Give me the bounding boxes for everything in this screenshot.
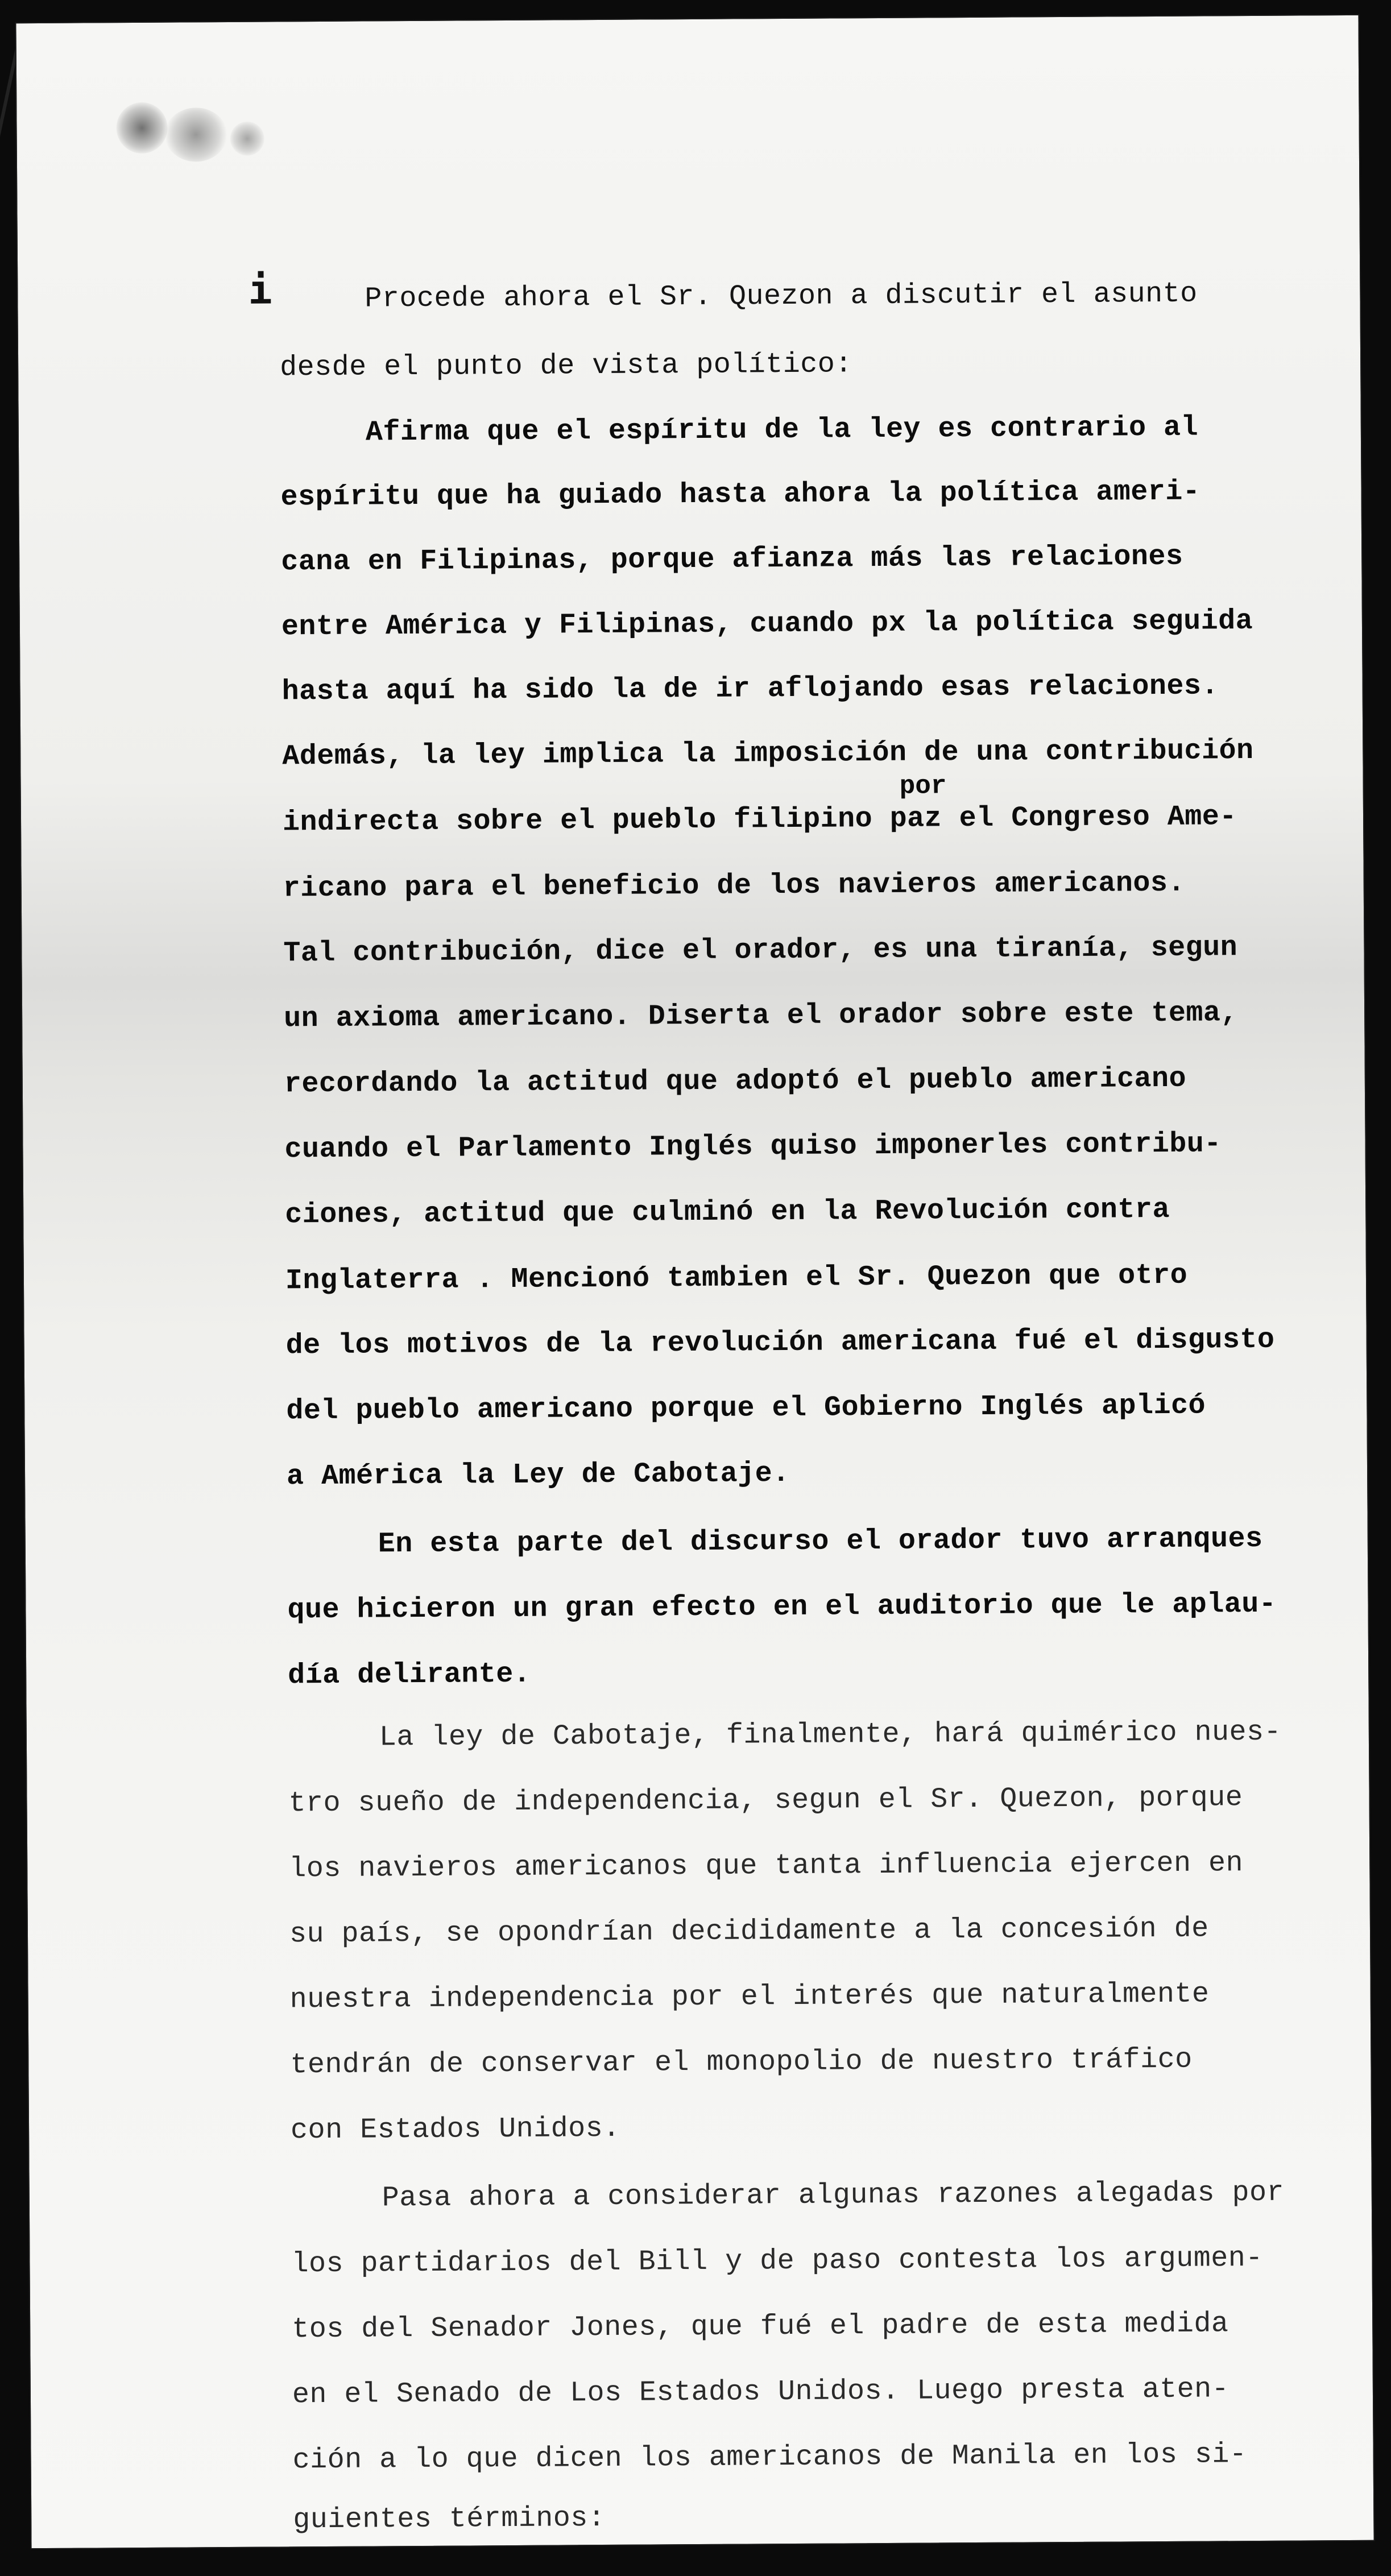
text-line: Inglaterra . Mencionó tambien el Sr. Quezon que otro: [285, 1259, 1188, 1298]
text-line: recordando la actitud que adoptó el pueblo americano: [284, 1062, 1187, 1101]
text-line: En esta parte del discurso el orador tuvo arranques: [378, 1522, 1263, 1561]
text-line: entre América y Filipinas, cuando px la política seguida: [281, 604, 1253, 644]
text-line: indirecta sobre el pueblo filipino paz el Congreso Ame-: [282, 801, 1237, 839]
ink-blot-mark: [230, 122, 264, 156]
text-line: espíritu que ha guiado hasta ahora la política ameri-: [280, 475, 1200, 514]
text-line: de los motivos de la revolución americana fué el disgusto: [285, 1323, 1275, 1362]
text-line: Pasa ahora a considerar algunas razones alegadas por: [382, 2176, 1285, 2215]
text-line: tendrán de conservar el monopolio de nuestro tráfico: [290, 2043, 1193, 2082]
text-line: un axioma americano. Diserta el orador sobre este tema,: [283, 997, 1239, 1036]
text-line: tro sueño de independencia, segun el Sr. Quezon, porque: [288, 1782, 1243, 1820]
text-line: cuando el Parlamento Inglés quiso imponerles contribu-: [284, 1128, 1222, 1166]
text-line: nuestra independencia por el interés que naturalmente: [289, 1978, 1210, 2016]
text-line: ción a lo que dicen los americanos de Manila en los si-: [292, 2438, 1247, 2477]
text-line: desde el punto de vista político:: [279, 348, 852, 384]
text-line: del pueblo americano porque el Gobierno Inglés aplicó: [286, 1389, 1206, 1428]
text-line: Procede ahora el Sr. Quezon a discutir el asunto: [365, 278, 1198, 316]
ink-blot-mark: [164, 107, 227, 162]
text-line: La ley de Cabotaje, finalmente, hará quimérico nues-: [379, 1716, 1282, 1754]
text-line: ciones, actitud que culminó en la Revolución contra: [285, 1193, 1170, 1232]
text-line: con Estados Unidos.: [290, 2112, 620, 2147]
text-line: a América la Ley de Cabotaje.: [286, 1457, 790, 1493]
text-line: hasta aquí ha sido la de ir aflojando esas relaciones.: [281, 670, 1219, 709]
interlinear-correction: por: [899, 771, 947, 801]
text-line: los navieros americanos que tanta influencia ejercen en: [289, 1847, 1244, 1886]
text-line: tos del Senador Jones, que fué el padre de esta medida: [292, 2308, 1229, 2346]
text-line: en el Senado de Los Estados Unidos. Luego presta aten-: [292, 2373, 1229, 2412]
corner-mark: i: [248, 266, 272, 313]
text-line: cana en Filipinas, porque afianza más las relaciones: [281, 540, 1183, 579]
text-line: día delirante.: [288, 1658, 531, 1692]
text-line: Además, la ley implica la imposición de una contribución: [282, 734, 1254, 773]
text-line: guientes términos:: [293, 2502, 606, 2537]
text-line: que hicieron un gran efecto en el auditorio que le aplau-: [287, 1588, 1277, 1627]
text-line: Afirma que el espíritu de la ley es contrario al: [365, 411, 1199, 449]
text-line: ricano para el beneficio de los navieros americanos.: [283, 867, 1186, 905]
ink-blot-mark: [116, 102, 168, 154]
text-line: su país, se opondrían decididamente a la concesión de: [289, 1912, 1209, 1951]
text-line: Tal contribución, dice el orador, es una tiranía, segun: [283, 931, 1238, 970]
typewritten-page: [15, 14, 1375, 2549]
text-line: los partidarios del Bill y de paso contesta los argumen-: [291, 2242, 1263, 2281]
